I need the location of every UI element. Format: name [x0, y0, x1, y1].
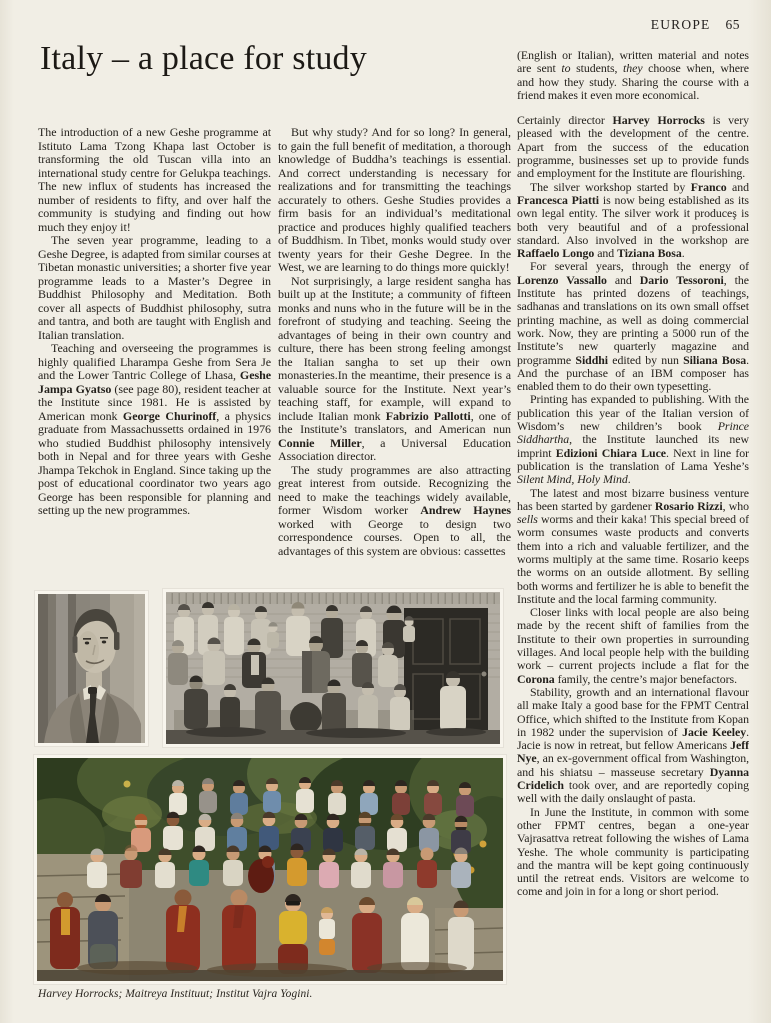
group-photo-color-illustration	[37, 758, 503, 981]
paragraph: The latest and most bizarre business venture has been started by gardener Rosario Rizzi, who sells worms and their kaka! This special breed of worm consumes waste products and converts them into a rich and valuable fertilizer, and the worms multiply at the same time. Rosario keeps the worms on an outside allotment. By selling both worms and fertilizer he is able to benefit the Institute and the local farming community.	[517, 485, 749, 606]
paragraph: In June the Institute, in common with some other FPMT centres, began a one-year Vajrasattva retreat following the wishes of Lama Yeshe. The whole community is participating and the mantra will be kept going continuously until the retreat ends. Visitors are welcome to come and join in for a long or short period.	[517, 804, 749, 899]
text-column-2	[278, 126, 511, 588]
text-column-3	[517, 49, 749, 1015]
paragraph: For several years, through the energy of Lorenzo Vassallo and Dario Tessoroni, the Institute has printed dozens of teachings, sadhanas and translations on its own small offset printing machine, as well as doing commercial work. Now, they are printing a 5000 run of the Institute’s new quarterly magazine and programme Siddhi edited by nun Siliana Bosa. And the purchase of an IBM composer has enabled them to do their own typesetting.	[517, 259, 749, 394]
text-column-1	[38, 126, 271, 588]
paragraph: The introduction of a new Geshe programme at Istituto Lama Tzong Khapa last October is transforming the old Tuscan villa into an international study centre for Gelukpa teachings. The new influx of students has increased the number of residents to fifty, and over half the community is studying and finding out how much they enjoy it!	[38, 126, 271, 234]
paragraph: Not surprisingly, a large resident sangha has built up at the Institute; a community of fifteen monks and nuns who in the future will be in the forefront of studying and teaching. Seeing the advantages of being in their own country and culture, there has been strong feeling amongst the Italian sangha to set up their own monasteries.In the meantime, their presence is a valuable source for the Institute. Next year’s teaching staff, for example, will expand to include Italian monk Fabrizio Pallotti, one of the Institute’s translators, and American nun Connie Miller, a Universal Education Association director.	[278, 273, 511, 463]
page-number: 65	[725, 17, 740, 32]
paragraph: Teaching and overseeing the programmes is highly qualified Lharampa Geshe from Sera Je and the Lower Tantric College of Lhasa, Geshe Jampa Gyatso (see page 80), resident teacher at the Institute since 1981. He is assisted by American monk George Churinoff, a physics graduate from Massachussetts ordained in 1976 who studied Buddhist philosophy intensively both in Nepal and for three years with Geshe Jhampa Tekchok in England. Since taking up the post of educational coordinator two years ago George has been responsible for planning and setting up the new programmes.	[38, 341, 271, 517]
paragraph: Printing has expanded to publishing. With the publication this year of the Italian version of Wisdom’s new children’s book Prince Siddhartha, the Institute launched its new imprint Edizioni Chiara Luce. Next in line for publication is the translation of Lama Yeshe’s Silent Mind, Holy Mind.	[517, 392, 749, 487]
page-header	[651, 17, 740, 33]
photo-credit-caption: Harvey Horrocks; Maitreya Instituut; Institut Vajra Yogini.	[38, 988, 313, 1000]
paragraph: The seven year programme, leading to a Geshe Degree, is adapted from similar courses at Tibetan monastic universities; a shorter five year programme leads to a Master’s Degree in Buddhist Philosophy and Meditation. Both cover all aspects of Buddhist philosophy, sutra and tantra, and both are taught with English and Italian translation.	[38, 233, 271, 342]
paragraph: (English or Italian), written material and notes are sent to students, they choose when, where and how they study. Sharing the course with a friend makes it even more economical.	[517, 49, 749, 102]
paragraph: The study programmes are also attracting great interest from outside. Recognizing the need to make the teachings widely available, former Wisdom worker Andrew Haynes worked with George to design two correspondence courses. Open to all, the advantages of this system are obvious: cassettes	[278, 462, 511, 558]
paragraph: Stability, growth and an international flavour all make Italy a good base for the FPMT Central Office, which shifted to the Institute from Kopan in 1982 under the supervision of Jacie Keeley. Jacie is now in retreat, but fellow Americans Jeff Nye, an ex-government offical from Washington, and his shiatsu – masseuse secretary Dyanna Cridelich took over, and are reportedly coping well with the daily onslaught of pasta.	[517, 684, 749, 806]
paragraph: Closer links with local people are also being made by the recent shift of families from the Institute to their own properties in surrounding villages. And local people help with the building work – current projects include a flat for the Corona family, the centre’s major benefactors.	[517, 605, 749, 686]
group-photo-bw-illustration	[166, 592, 500, 744]
paragraph: The silver workshop started by Franco and Francesca Piatti is now being established as its own legal entity. The silver work it produceş is both very beautiful and of a professional standard. Also involved in the workshop are Raffaelo Longo and Tiziana Bosa.	[517, 179, 749, 261]
article-title: Italy – a place for study	[40, 40, 367, 77]
group-photo-color	[34, 755, 506, 984]
paragraph: But why study? And for so long? In general, to gain the full benefit of meditation, a thorough knowledge of Buddha’s teachings is essential. And correct understanding is necessary for realizations and for transmitting the teachings accurately to others. Geshe Studies provides a firm basis for an individual’s meditational practice and produces highly qualified teachers of Buddhism. In Tibet, monks would study over twenty years for their Geshe Degree. In the West, we are learning to do things more quickly!	[278, 126, 511, 274]
portrait-photo	[35, 591, 148, 746]
portrait-photo-illustration	[38, 594, 145, 743]
group-photo-bw	[163, 589, 503, 747]
section-label: EUROPE	[650, 17, 711, 32]
paragraph: Certainly director Harvey Horrocks is very pleased with the development of the centre. Apart from the success of the education programme, businesses set up to provide funds and employment for the Institute are flourishing.	[517, 113, 749, 181]
